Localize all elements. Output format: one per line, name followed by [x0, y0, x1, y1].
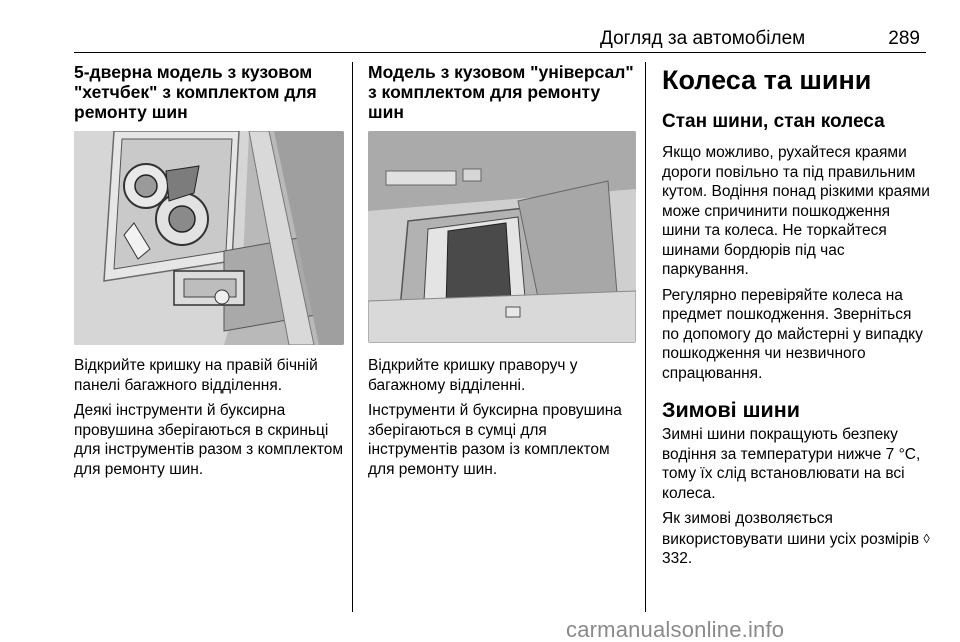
tyre-condition-paragraph-2: Регулярно перевіряйте колеса на предмет пошкодження. Зверніться по допомогу до майстерні у випадку пошкодження чи незвичного спрацювання.	[662, 286, 923, 382]
header-rule	[74, 52, 926, 53]
column-hatchback	[74, 62, 344, 485]
wheels-tyres-title: Колеса та шини	[662, 65, 872, 95]
tyre-condition-paragraph-1: Якщо можливо, рухайтеся краями дороги повільно та під правильним кутом. Водіння понад різкими краями може спричинити пошкодження шини та колеса. Не торкайтеся шинами бордюрів під час паркування.	[662, 144, 930, 278]
column-divider	[352, 62, 353, 612]
hatchback-heading: 5-дверна модель з кузовом "хетчбек" з комплектом для ремонту шин	[74, 62, 317, 122]
estate-paragraph-1: Відкрийте кришку праворуч у багажному відділенні.	[368, 357, 578, 394]
column-estate	[368, 62, 636, 485]
estate-tool-bag-illustration	[368, 131, 636, 343]
hatchback-tool-compartment-illustration	[74, 131, 344, 345]
reference-arrow-icon: ◊	[923, 530, 930, 546]
winter-tyres-paragraph-2	[662, 509, 930, 569]
column-wheels-tyres	[662, 62, 930, 575]
estate-paragraph-2: Інструменти й буксирна провушина зберігаються в сумці для інструментів разом із комплектом для ремонту шин.	[368, 402, 622, 478]
winter-tyres-paragraph-2-text: Як зимові дозволяється використовувати шини усіх розмірів	[662, 510, 920, 548]
page-number: 289	[888, 28, 920, 49]
running-header-title: Догляд за автомобілем	[600, 28, 806, 49]
hatchback-paragraph-1: Відкрийте кришку на правій бічній панелі багажного відділення.	[74, 357, 318, 394]
winter-tyres-paragraph-1: Зимні шини покращують безпеку водіння за температури нижче 7 °C, тому їх слід встановлювати на всі колеса.	[662, 426, 921, 502]
watermark: carmanualsonline.info	[566, 617, 785, 642]
hatchback-paragraph-2: Деякі інструменти й буксирна провушина зберігаються в скриньці для інструментів разом з комплектом для ремонту шин.	[74, 402, 344, 478]
winter-tyres-heading: Зимові шини	[662, 398, 800, 422]
page-reference[interactable]: 332.	[662, 550, 693, 567]
estate-heading: Модель з кузовом "універсал" з комплектом для ремонту шин	[368, 62, 634, 122]
column-divider	[645, 62, 646, 612]
tyre-condition-heading: Стан шини, стан колеса	[662, 111, 885, 132]
